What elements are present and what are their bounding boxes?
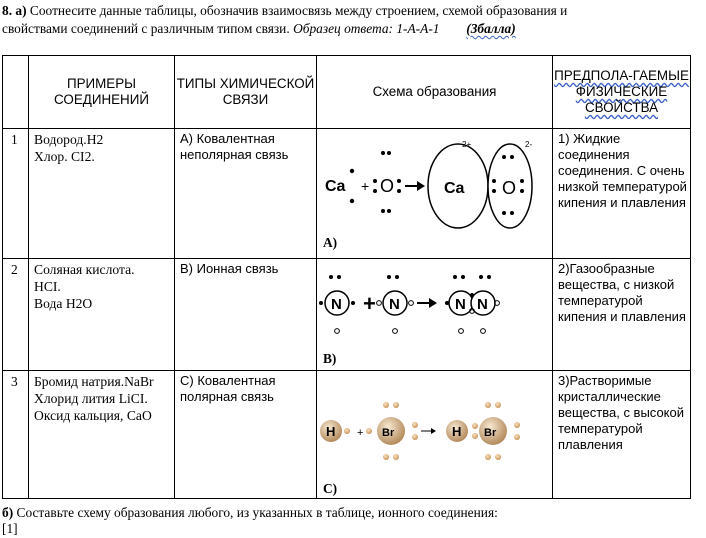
ca-ion-symbol: Ca [444, 180, 465, 197]
task-text-2: свойствами соединений с различным типом связи. [2, 21, 290, 36]
electron-dot [383, 402, 389, 408]
arrow-head [429, 298, 437, 308]
electron-dot [492, 189, 496, 193]
row-bond-type: А) Ковалентная неполярная связь [175, 129, 317, 259]
task-number: 8. [2, 3, 13, 18]
electron-dot [412, 434, 418, 440]
row-property: 3)Растворимые кристаллические вещества, с высокой температурой плавления [553, 371, 691, 499]
ionic-cao-scheme [317, 129, 553, 259]
row-number: 1 [3, 129, 29, 259]
electron-dot [381, 151, 385, 155]
task-text-1: Соотнесите данные таблицы, обозначив взаимосвязь между строением, схемой образования и [29, 3, 568, 18]
electron-dot [412, 422, 418, 428]
electron-dot [387, 151, 391, 155]
electron-dot [485, 402, 491, 408]
task-line-2 [2, 20, 704, 38]
table-row [3, 259, 691, 371]
electron-dot [350, 199, 354, 203]
example-item: Соляная кислота. [34, 262, 135, 277]
footer-marks: [1] [2, 521, 18, 536]
electron-dot [495, 402, 501, 408]
electron-dot [472, 423, 478, 429]
header-types: ТИПЫ ХИМИЧЕСКОЙ СВЯЗИ [175, 56, 317, 129]
electron-dot [495, 454, 501, 460]
electron-dot [387, 275, 391, 279]
electron-dot [445, 301, 449, 305]
electron-dot [383, 454, 389, 460]
row-property: 1) Жидкие соединения соединения. С очень низкой температурой кипения и плавления [553, 129, 691, 259]
row-bond-type: С) Ковалентная полярная связь [175, 371, 317, 499]
electron-dot [502, 211, 506, 215]
scheme-cell-c [317, 371, 553, 499]
row-examples [29, 259, 175, 371]
task-sample: Образец ответа: 1-А-А-1 [293, 21, 440, 36]
example-item: Вода H2O [34, 296, 93, 311]
row-property: 2)Газообразные вещества, с низкой температурой кипения и плавления [553, 259, 691, 371]
h-symbol: H [452, 424, 462, 439]
electron-dot [350, 169, 354, 173]
electron-dot [453, 275, 457, 279]
table-row [3, 371, 691, 499]
electron-dot [393, 454, 399, 460]
task-line-1 [2, 2, 704, 20]
example-item: Водород.H2 [34, 132, 104, 147]
electron-dot [502, 155, 506, 159]
example-item: Оксид кальция, CaO [34, 408, 152, 423]
example-item: Хлор. CI2. [34, 149, 95, 164]
scheme-cell-a [317, 129, 553, 259]
electron-dot [470, 293, 474, 297]
footer-part: б) [2, 505, 14, 520]
task-footer [2, 505, 498, 537]
covalent-n2-scheme [317, 259, 553, 371]
electron-ring [409, 301, 414, 306]
electron-dot [479, 275, 483, 279]
arrow-head [417, 181, 425, 191]
electron-ring [335, 329, 340, 334]
electron-dot [492, 179, 496, 183]
row-examples [29, 129, 175, 259]
electron-dot [472, 433, 478, 439]
footer-text: Составьте схему образования любого, из указанных в таблице, ионного соединения: [16, 505, 498, 520]
electron-dot [520, 189, 524, 193]
electron-dot [395, 275, 399, 279]
electron-dot [487, 275, 491, 279]
task-part: а) [15, 3, 27, 18]
plus-sign: + [357, 427, 364, 439]
electron-dot [337, 275, 341, 279]
ca-ion-charge: 2+ [462, 140, 472, 149]
scheme-label-a: А) [323, 235, 338, 250]
electron-dot [351, 301, 355, 305]
electron-dot [387, 209, 391, 213]
header-properties: ПРЕДПОЛА-ГАЕМЫЕ ФИЗИЧЕСКИЕ СВОЙСТВА [553, 56, 691, 129]
electron-dot [373, 189, 377, 193]
electron-dot [329, 275, 333, 279]
electron-dot [520, 179, 524, 183]
scheme-cell-b [317, 259, 553, 371]
electron-ring [481, 329, 486, 334]
scheme-label-c: С) [323, 481, 338, 496]
electron-dot [514, 434, 520, 440]
row-number: 3 [3, 371, 29, 499]
arrow-head [431, 428, 436, 434]
br-symbol: Br [484, 427, 497, 439]
electron-dot [397, 179, 401, 183]
n-symbol: N [477, 296, 488, 313]
header-examples: ПРИМЕРЫ СОЕДИНЕНИЙ [29, 56, 175, 129]
row-bond-type: В) Ионная связь [175, 259, 317, 371]
br-symbol: Br [382, 427, 395, 439]
scheme-label-b: В) [323, 351, 337, 366]
electron-ring [393, 329, 398, 334]
electron-dot [344, 428, 350, 434]
example-item: Бромид натрия.NaBr [34, 374, 154, 389]
example-item: HCI. [34, 279, 61, 294]
electron-dot [510, 211, 514, 215]
row-examples [29, 371, 175, 499]
task-header [2, 2, 704, 38]
matching-table [2, 55, 691, 499]
plus-sign: + [361, 178, 370, 194]
electron-dot [319, 301, 323, 305]
electron-dot [510, 155, 514, 159]
electron-dot [373, 179, 377, 183]
electron-dot [366, 428, 372, 434]
h-symbol: H [326, 424, 336, 439]
n-symbol: N [331, 296, 342, 313]
footer-line [2, 505, 498, 521]
table-row [3, 129, 691, 259]
electron-dot [393, 402, 399, 408]
n-symbol: N [389, 296, 400, 313]
o-ion-symbol: O [502, 178, 517, 198]
table-header-row [3, 56, 691, 129]
electron-ring [377, 301, 382, 306]
task-points: (3балла) [466, 21, 516, 36]
electron-dot [514, 422, 520, 428]
o-ion-charge: 2- [525, 140, 533, 149]
header-num [3, 56, 29, 129]
electron-dot [381, 209, 385, 213]
electron-dot [485, 454, 491, 460]
electron-dot [461, 275, 465, 279]
n-symbol: N [455, 296, 466, 313]
o-symbol: O [380, 176, 395, 196]
row-number: 2 [3, 259, 29, 371]
header-scheme: Схема образования [317, 56, 553, 129]
ca-symbol: Ca [325, 178, 346, 195]
electron-dot [397, 189, 401, 193]
plus-sign: + [363, 291, 376, 316]
polar-hbr-scheme [317, 371, 553, 499]
electron-ring [459, 329, 464, 334]
example-item: Хлорид лития LiCI. [34, 391, 148, 406]
